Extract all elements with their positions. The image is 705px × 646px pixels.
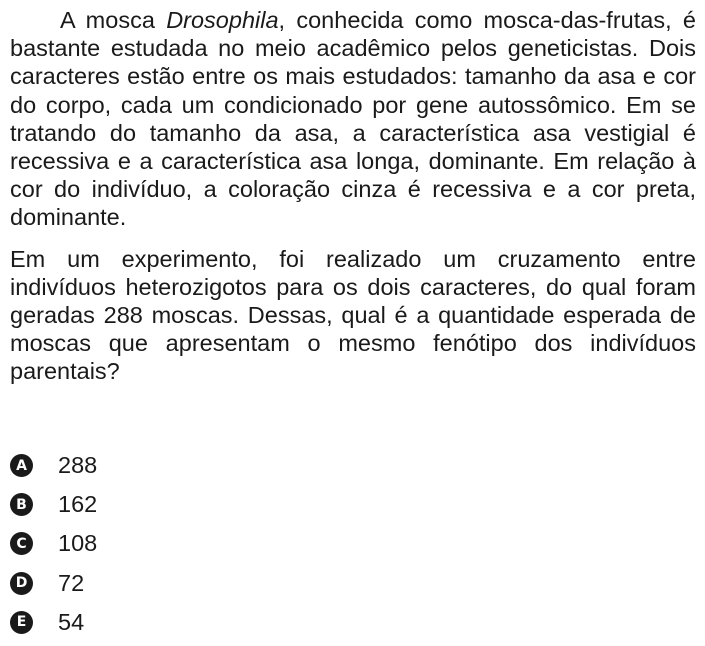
species-name: Drosophila	[166, 7, 279, 33]
question-paragraph-prompt: Em um experimento, foi realizado um cruzamento entre indivíduos heterozigotos para os dois caracteres, do qual foram geradas 288 moscas. Dessas, qual é a quantidade esperada de moscas que apresentam o mesmo fenótipo dos indivíduos parentais?	[10, 245, 696, 385]
option-c[interactable]	[10, 524, 97, 563]
option-letter-badge: E	[10, 611, 33, 634]
option-text: 54	[58, 608, 85, 635]
option-d[interactable]	[10, 564, 97, 603]
option-text: 288	[58, 452, 98, 479]
option-text: 72	[58, 569, 85, 596]
question-text	[10, 6, 696, 386]
answer-options	[10, 446, 97, 642]
option-text: 108	[58, 530, 98, 557]
question-paragraph-context	[10, 6, 696, 232]
paragraph-text-rest: , conhecida como mosca-das-frutas, é bastante estudada no meio acadêmico pelos geneticistas. Dois caracteres estão entre os mais estudados: tamanho da asa e cor do corpo, cada um condicionado por gene autossômico. Em se tratando do tamanho da asa, a característica asa vestigial é recessiva e a característica asa longa, dominante. Em relação à cor do indivíduo, a coloração cinza é recessiva e a cor preta, dominante.	[10, 7, 696, 231]
option-text: 162	[58, 491, 98, 518]
option-letter-badge: C	[10, 532, 33, 555]
option-a[interactable]	[10, 446, 97, 485]
option-b[interactable]	[10, 485, 97, 524]
option-letter-badge: A	[10, 454, 33, 477]
option-e[interactable]	[10, 603, 97, 642]
option-letter-badge: B	[10, 493, 33, 516]
paragraph-text-start: A mosca	[60, 7, 167, 33]
option-letter-badge: D	[10, 572, 33, 595]
